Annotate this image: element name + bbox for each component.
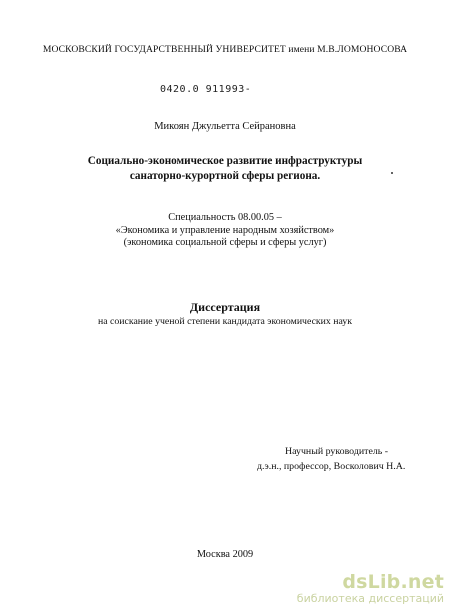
university-name: МОСКОВСКИЙ ГОСУДАРСТВЕННЫЙ УНИВЕРСИТЕТ имени М.В.ЛОМОНОСОВА <box>42 44 408 55</box>
title-line-1: Социально-экономическое развитие инфраструктуры <box>87 155 363 167</box>
degree-line: на соискание ученой степени кандидата экономических наук <box>97 316 353 327</box>
watermark-logo: dsLib.net <box>342 571 444 593</box>
supervisor-details: д.э.н., профессор, Восколович Н.А. <box>257 460 406 472</box>
dissertation-title <box>0 154 450 184</box>
author-name: Микоян Джульетта Сейрановна <box>154 121 296 132</box>
title-line-2: санаторно-курортной сферы региона. <box>129 170 321 182</box>
specialty-line-3: (экономика социальной сферы и сферы услуг) <box>123 237 327 249</box>
specialty-block <box>0 212 450 250</box>
document-type: Диссертация <box>189 300 261 314</box>
specialty-line-1: Специальность 08.00.05 – <box>168 212 282 223</box>
supervisor-label: Научный руководитель - <box>285 446 389 457</box>
city-year: Москва 2009 <box>196 549 254 560</box>
supervisor-block <box>257 445 406 474</box>
archive-number: 0420.0 911993- <box>160 84 252 95</box>
watermark <box>297 572 444 605</box>
scan-speck <box>391 172 393 174</box>
specialty-line-2: «Экономика и управление народным хозяйством» <box>115 224 335 236</box>
watermark-caption: библиотека диссертаций <box>296 592 444 605</box>
